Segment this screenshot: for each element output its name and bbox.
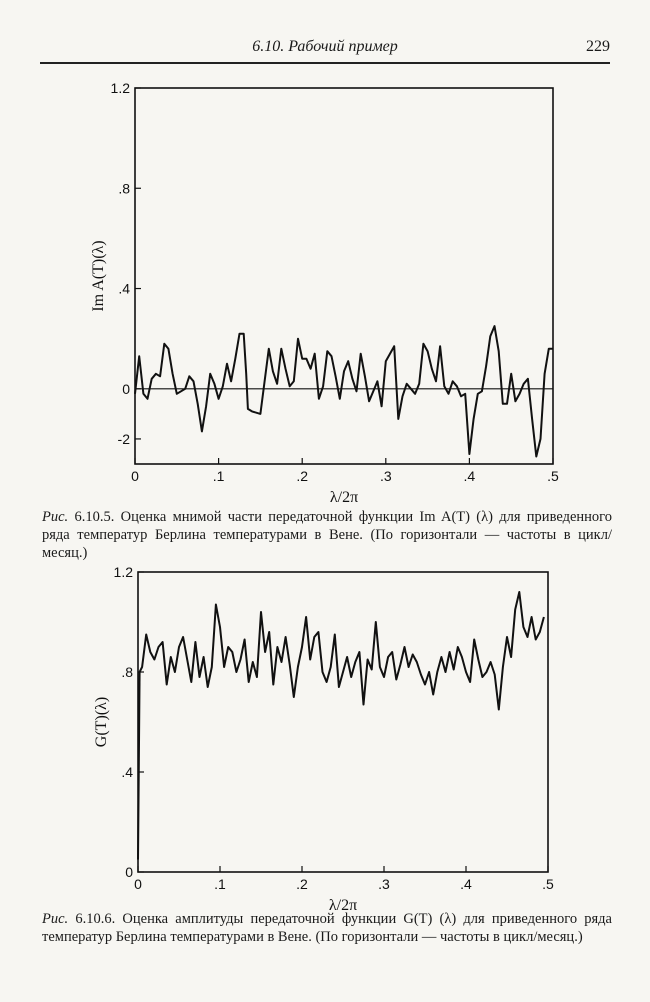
y-tick-label: .8 — [121, 664, 133, 680]
caption-text: 6.10.5. Оценка мнимой части передаточной функции Im A(T) (λ) для приведенного ряда температур Берлина температурами в Вене. (По горизонтали — частоты в цикл/месяц.) — [42, 509, 612, 561]
caption-fig-6-10-6 — [42, 910, 612, 946]
x-tick-label: 0 — [134, 876, 142, 892]
chart-imaginary-part — [0, 70, 650, 510]
y-tick-label: 1.2 — [113, 564, 133, 580]
x-tick-label: .4 — [463, 468, 476, 484]
plot-frame — [138, 572, 548, 872]
x-tick-label: .5 — [542, 876, 554, 892]
y-tick-label: 1.2 — [110, 80, 130, 96]
caption-text: 6.10.6. Оценка амплитуды передаточной функции G(T) (λ) для приведенного ряда температур Берлина температурами в Вене. (По горизонтали — частоты в цикл/месяц.) — [42, 911, 612, 945]
x-tick-label: .1 — [214, 876, 226, 892]
x-axis-title: λ/2π — [328, 897, 358, 914]
x-axis-title: λ/2π — [329, 489, 359, 506]
x-tick-label: .2 — [296, 876, 308, 892]
y-tick-label: -2 — [117, 430, 130, 447]
caption-fig-6-10-5 — [42, 508, 612, 562]
page-number: 229 — [586, 38, 610, 55]
series-line — [138, 592, 544, 860]
x-tick-label: .3 — [378, 876, 390, 892]
header-rule — [40, 62, 610, 64]
x-tick-label: .2 — [296, 468, 309, 484]
y-tick-label: 0 — [122, 380, 130, 397]
y-tick-label: .4 — [118, 280, 130, 297]
x-tick-label: 0 — [131, 468, 139, 484]
y-tick-label: .8 — [118, 180, 130, 197]
x-tick-label: .4 — [460, 876, 472, 892]
caption-label: Рис. — [42, 911, 69, 927]
y-axis-title: G(T)(λ) — [93, 696, 110, 748]
x-tick-label: .3 — [379, 468, 392, 484]
series-line — [135, 326, 553, 456]
x-tick-label: .5 — [547, 468, 559, 484]
caption-label: Рис. — [42, 509, 69, 525]
y-tick-label: 0 — [125, 864, 133, 880]
chart-amplitude — [0, 560, 650, 914]
y-axis-title: Im A(T)(λ) — [90, 240, 107, 312]
x-tick-label: .1 — [212, 468, 225, 484]
y-tick-label: .4 — [121, 764, 133, 780]
running-header-title: 6.10. Рабочий пример — [252, 38, 398, 55]
